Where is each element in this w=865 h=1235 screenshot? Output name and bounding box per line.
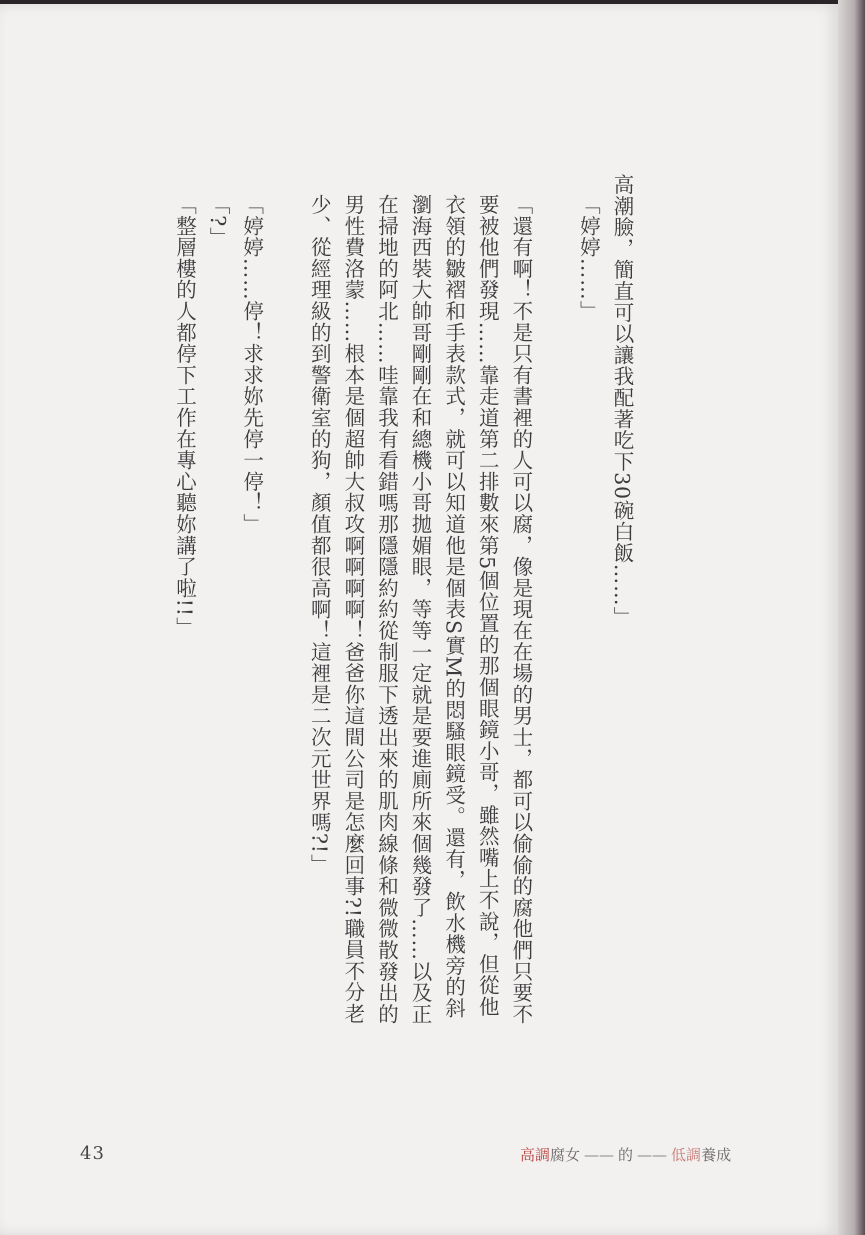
paragraph-1: 高潮臉，簡直可以讓我配著吃下30碗白飯……」 (610, 174, 634, 628)
vertical-text-block (167, 174, 638, 1034)
running-head-part4: 低調 (671, 1146, 702, 1164)
running-head-part1: 高調 (520, 1146, 551, 1164)
running-head-part2: 腐女 (550, 1146, 581, 1164)
running-head-dash1: —— (584, 1146, 615, 1164)
running-head-dash2: —— (637, 1146, 668, 1164)
book-page (0, 4, 838, 1235)
paragraph-6: 「整層樓的人都停下工作在專心聽妳講了啦!!」 (172, 194, 197, 639)
paragraph-3: 「還有啊！不是只有書裡的人可以腐，像是現在在場的男士，都可以偷偷的腐他們只要不要被他們發現……靠走道第二排數來第5個位置的那個眼鏡小哥，雖然嘴上不說，但從他衣領的皺褶和手表款式，就可以知道他是個表S實M的悶騷眼鏡受。還有，飲水機旁的斜瀏海西裝大帥哥剛剛在和總機小哥拋媚眼，等等一定就是要進廁所來個幾發了……以及正在掃地的阿北……哇靠我有看錯嗎那隱隱約約從制服下透出來的肌肉線條和微微散發出的男性費洛蒙……根本是個超帥大叔攻啊啊啊啊！爸爸你這間公司是怎麼回事?!職員不分老少、從經理級的到警衛室的狗，顏值都很高啊！這裡是二次元世界嗎?!」 (307, 194, 533, 1025)
book-spine-edge (838, 0, 865, 1235)
running-head-part3: 的 (618, 1146, 634, 1164)
page-number: 43 (80, 1143, 105, 1164)
paragraph-2: 「婷婷……」 (576, 194, 601, 322)
paragraph-5: 「?」 (206, 194, 231, 249)
running-head (520, 1144, 731, 1165)
paragraph-4: 「婷婷……停！求求妳先停一停！」 (239, 194, 264, 535)
running-head-part5: 養成 (701, 1146, 732, 1164)
